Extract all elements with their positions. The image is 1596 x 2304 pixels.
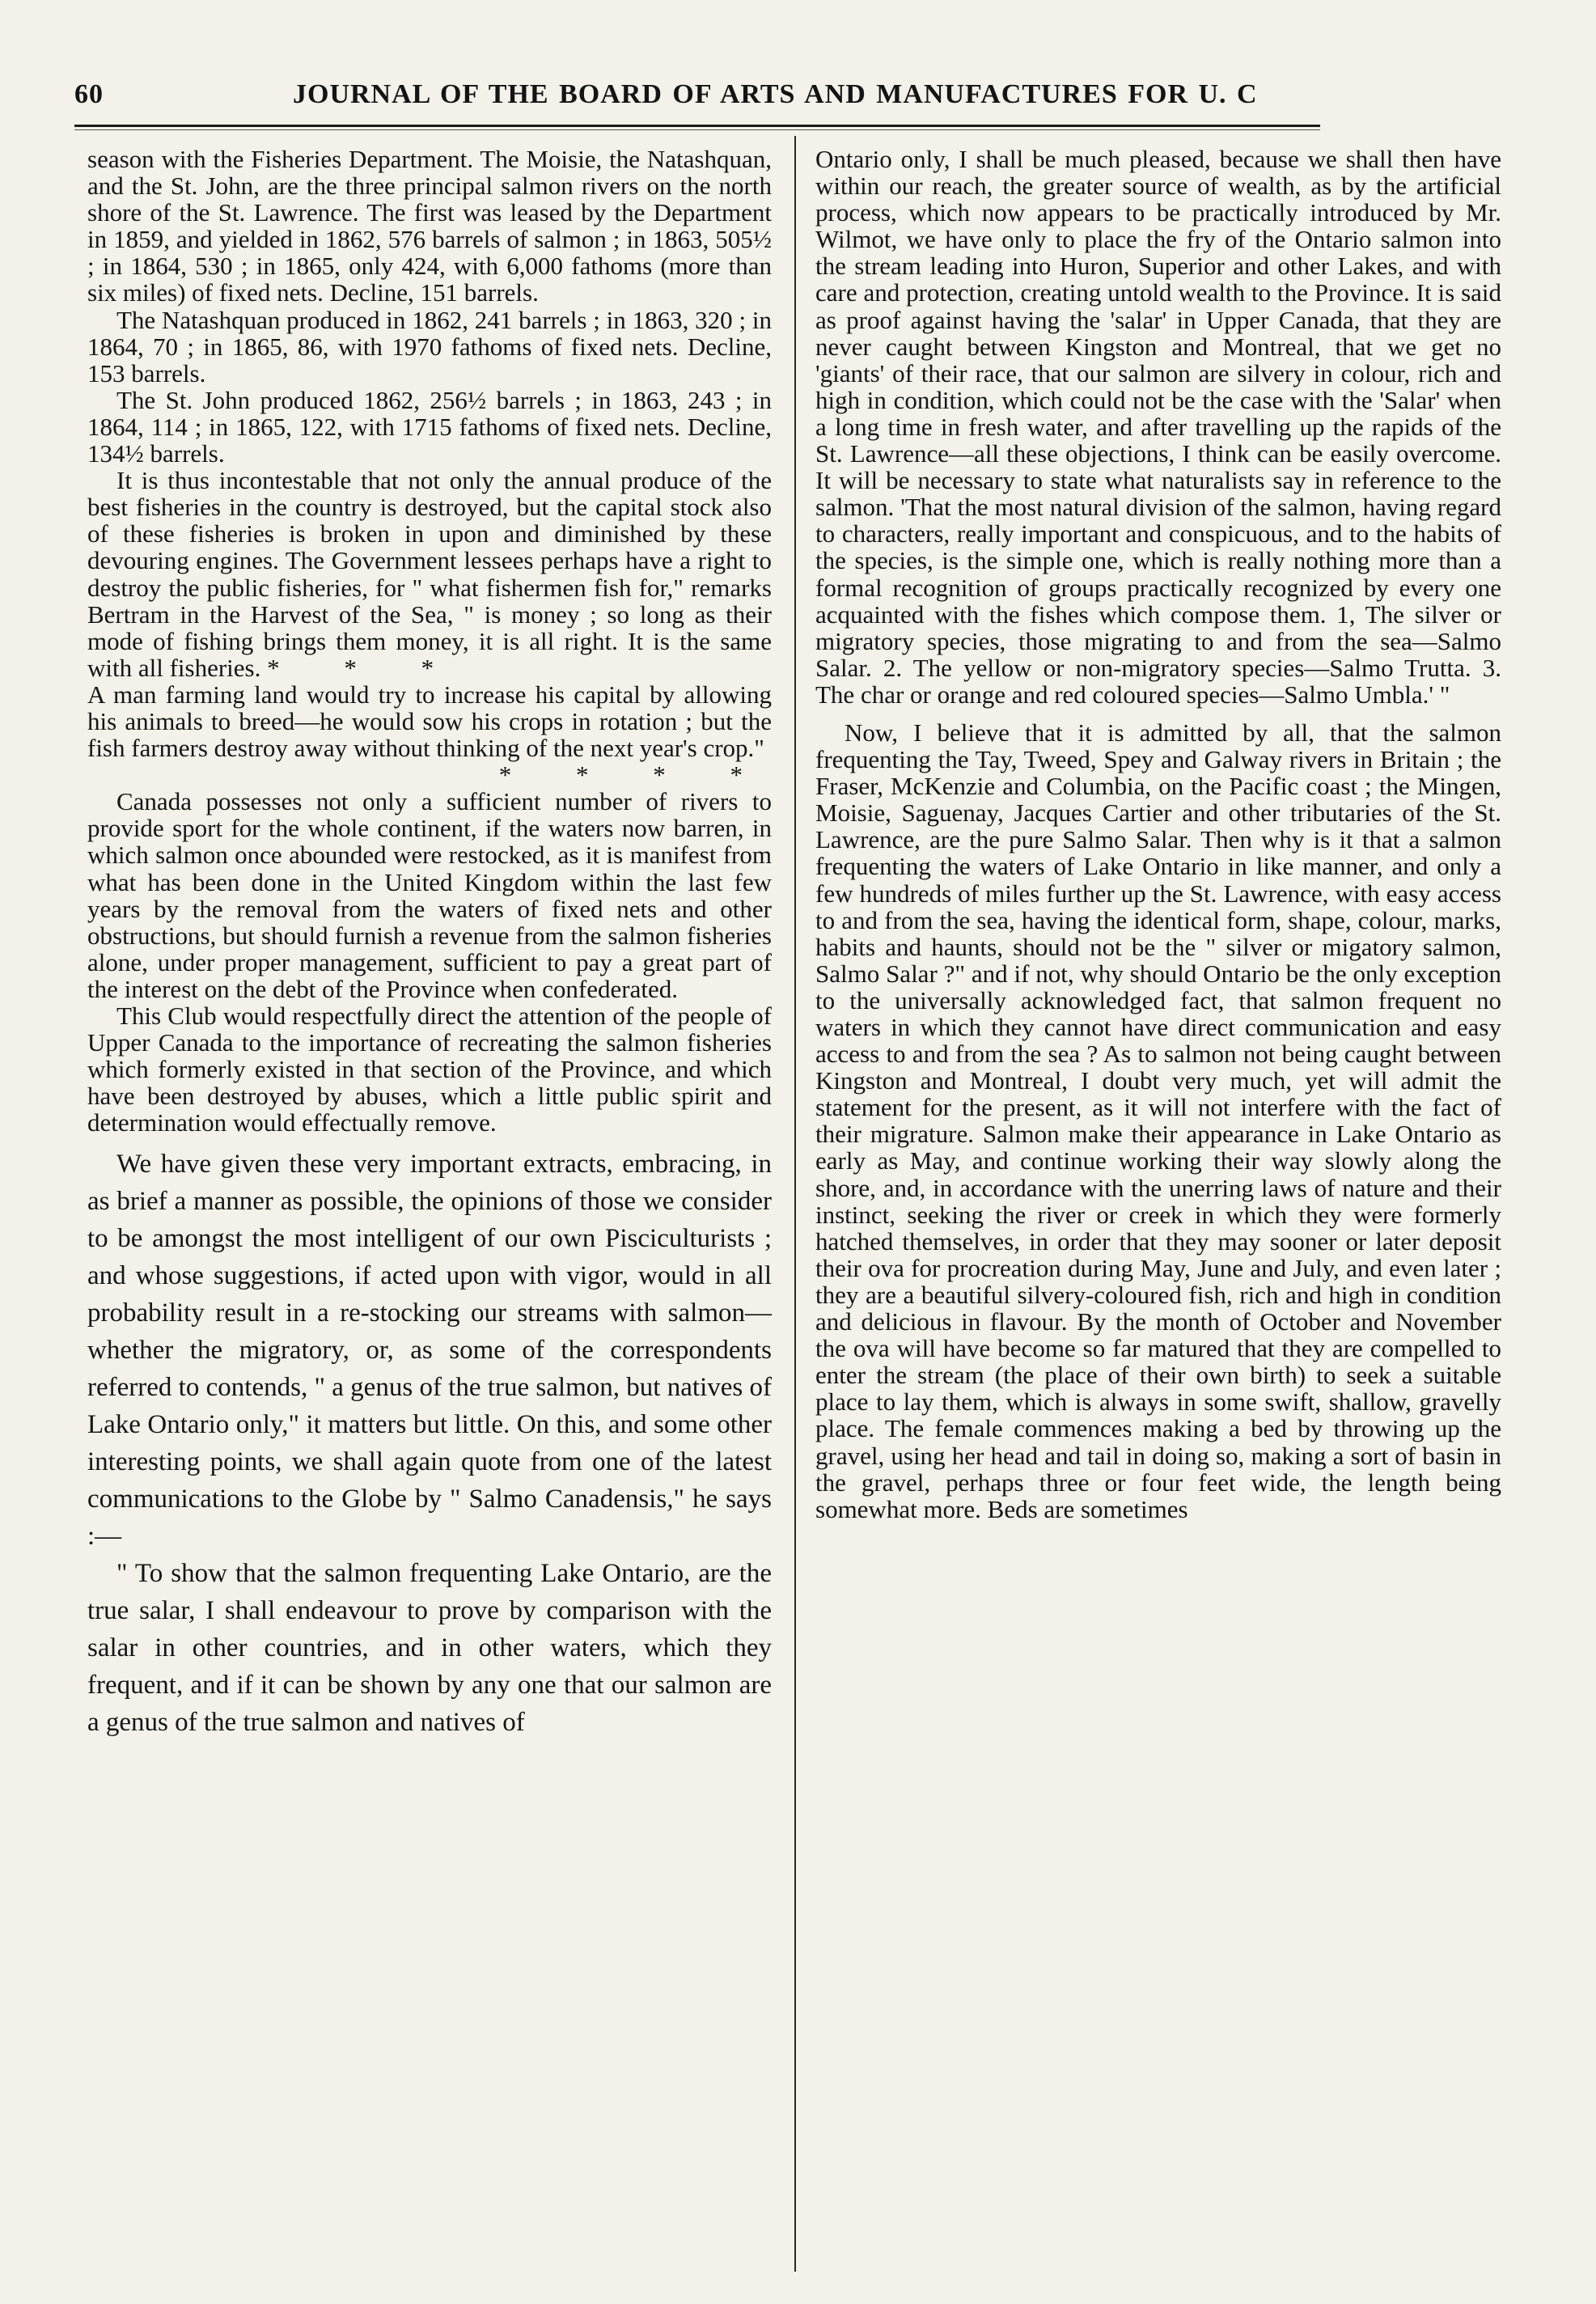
paragraph-moisie-returns: season with the Fisheries Department. The Moisie, the Natashquan, and the St. John, are the three principal salmon rivers on the north shore of the St. Lawrence. The first was leased by the Department in 1859, and yielded in 1862, 576 barrels of salmon ; in 1863, 505½ ; in 1864, 530 ; in 1865, only 424, with 6,000 fathoms (more than six miles) of fixed nets. Decline, 151 barrels. xyxy=(87,145,772,307)
paragraph-ontario-salmon: Ontario only, I shall be much pleased, because we shall then have within our reach, the greater source of wealth, as by the artificial process, which now appears to be practically introduced by Mr. Wilmot, we have only to place the fry of the Ontario salmon into the stream leading into Huron, Superior and other Lakes, and with care and protection, creating untold wealth to the Province. It is said as proof against having the 'salar' in Upper Canada, that they are never caught between Kingston and Montreal, that we get no 'giants' of their race, that our salmon are silvery in colour, rich and high in condition, which could not be the case with the 'Salar' when a long time in fresh water, and after travelling up the rapids of the St. Lawrence—all these objections, I think can be easily overcome. It will be necessary to state what naturalists say in reference to the salmon. 'That the most natural division of the salmon, having regard to characters, really important and conspicuous, and to the habits of the species, is the simple one, which is really nothing more than a formal recognition of groups practically recognized by every one acquainted with the fishes which compose them. 1, The silver or migratory species, those migrating to and from the sea—Salmo Salar. 2. The yellow or non-migratory species—Salmo Trutta. 3. The char or orange and red coloured species—Salmo Umbla.' " xyxy=(815,145,1501,709)
paragraph-destruction-of-fisheries xyxy=(87,467,772,681)
paragraph-salmo-salar-argument: Now, I believe that it is admitted by all, that the salmon frequenting the Tay, Tweed, Spey and Galway rivers in Britain ; the Fraser, McKenzie and Columbia, on the Pacific coast ; the Mingen, Moisie, Saguenay, Jacques Cartier and other tributaries of the St. Lawrence, are the pure Salmo Salar. Then why is it that a salmon frequenting the waters of Lake Ontario in like manner, and only a few hundreds of miles further up the St. Lawrence, with easy access to and from the sea, having the identical form, shape, colour, marks, habits and haunts, should not be the " silver or migatory salmon, Salmo Salar ?" and if not, why should Ontario be the only exception to the universally acknowledged fact, that salmon frequent no waters in which they cannot have direct communication and easy access to and from the sea ? As to salmon not being caught between Kingston and Montreal, I doubt very much, yet will admit the statement for the present, as it will not interfere with the fact of their migrature. Salmon make their appearance in Lake Ontario as early as May, and continue working their way slowly along the shore, and, in accordance with the unerring laws of nature and their instinct, seeking the river or creek in which they were formerly hatched themselves, in order that they may sooner or later deposit their ova for procreation during May, June and July, and even later ; they are a beautiful silvery-coloured fish, rich and high in condition and delicious in flavour. By the month of October and November the ova will have become so far matured that they are compelled to enter the stream (the place of their own birth) to seek a suitable place to lay them, which is always in some swift, shallow, gravelly place. The female commences making a bed by throwing up the gravel, using her head and tail in doing so, making a sort of basin in the gravel, perhaps three or four feet wide, the length being somewhat more. Beds are sometimes xyxy=(815,718,1501,1523)
paragraph-editorial-comment: We have given these very important extracts, embracing, in as brief a manner as possible, the opinions of those we consider to be amongst the most intelligent of our own Pisciculturists ; and whose suggestions, if acted upon with vigor, would in all probability result in a re-stocking our streams with salmon—whether the migratory, or, as some of the correspondents referred to contends, " a genus of the true salmon, but natives of Lake Ontario only," it matters but little. On this, and some other interesting points, we shall again quote from one of the latest communications to the Globe by " Salmo Canadensis," he says :— xyxy=(87,1150,772,1552)
paragraph-natashquan-returns: The Natashquan produced in 1862, 241 barrels ; in 1863, 320 ; in 1864, 70 ; in 1865, 86, with 1970 fathoms of fixed nets. Decline, 153 barrels. xyxy=(87,305,772,388)
column-divider xyxy=(794,136,796,2272)
paragraph-salmo-canadensis-quote: " To show that the salmon frequenting Lake Ontario, are the true salar, I shall endeavour to prove by comparison with the salar in other countries, and in other waters, which they frequent, and if it can be shown by any one that our salmon are a genus of the true salmon and natives of xyxy=(87,1559,772,1738)
ellipsis-stars: * * * xyxy=(267,653,464,682)
paragraph-canada-rivers: Canada possesses not only a sufficient number of rivers to provide sport for the whole continent, if the waters now barren, in which salmon once abounded were restocked, as it is manifest from what has been done in the United Kingdom within the last few years by the removal from the waters of fixed nets and other obstructions, but should furnish a revenue from the salmon fisheries alone, under proper management, sufficient to pay a great part of the interest on the debt of the Province when confederated. xyxy=(87,787,772,1003)
paragraph-st-john-returns: The St. John produced 1862, 256½ barrels ; in 1863, 243 ; in 1864, 114 ; in 1865, 122, with 1715 fathoms of fixed nets. Decline, 134½ barrels. xyxy=(87,385,772,468)
header-rule-thin xyxy=(74,129,1320,130)
right-column xyxy=(815,146,1501,1523)
page-number: 60 xyxy=(74,79,104,109)
paragraph-club-appeal: This Club would respectfully direct the attention of the people of Upper Canada to the importance of recreating the salmon fisheries which formerly existed in that section of the Province, and which have been destroyed by abuses, which a little public spirit and determination would effectually remove. xyxy=(87,1002,772,1137)
ellipsis-stars: * * * * xyxy=(498,760,772,790)
fish-farming-text: A man farming land would try to increase his capital by allowing his animals to breed—he would sow his crops in rotation ; but the fish farmers destroy away without thinking of the next year's crop." xyxy=(87,680,772,763)
header-rule xyxy=(74,125,1320,127)
paragraph-fish-farming xyxy=(87,681,772,788)
page-header xyxy=(74,70,1320,118)
destruction-text: It is thus incontestable that not only the annual produce of the best fisheries in the country is destroyed, but the capital stock also of these fisheries is broken in upon and diminished by these devouring engines. The Government lessees perhaps have a right to destroy the public fisheries, for " what fishermen fish for," remarks Bertram in the Harvest of the Sea, " is money ; so long as their mode of fishing brings them money, it is all right. It is the same with all fisheries. xyxy=(87,466,772,682)
left-column xyxy=(87,146,772,1741)
running-title: JOURNAL OF THE BOARD OF ARTS AND MANUFACTURES FOR U. C xyxy=(293,79,1258,109)
